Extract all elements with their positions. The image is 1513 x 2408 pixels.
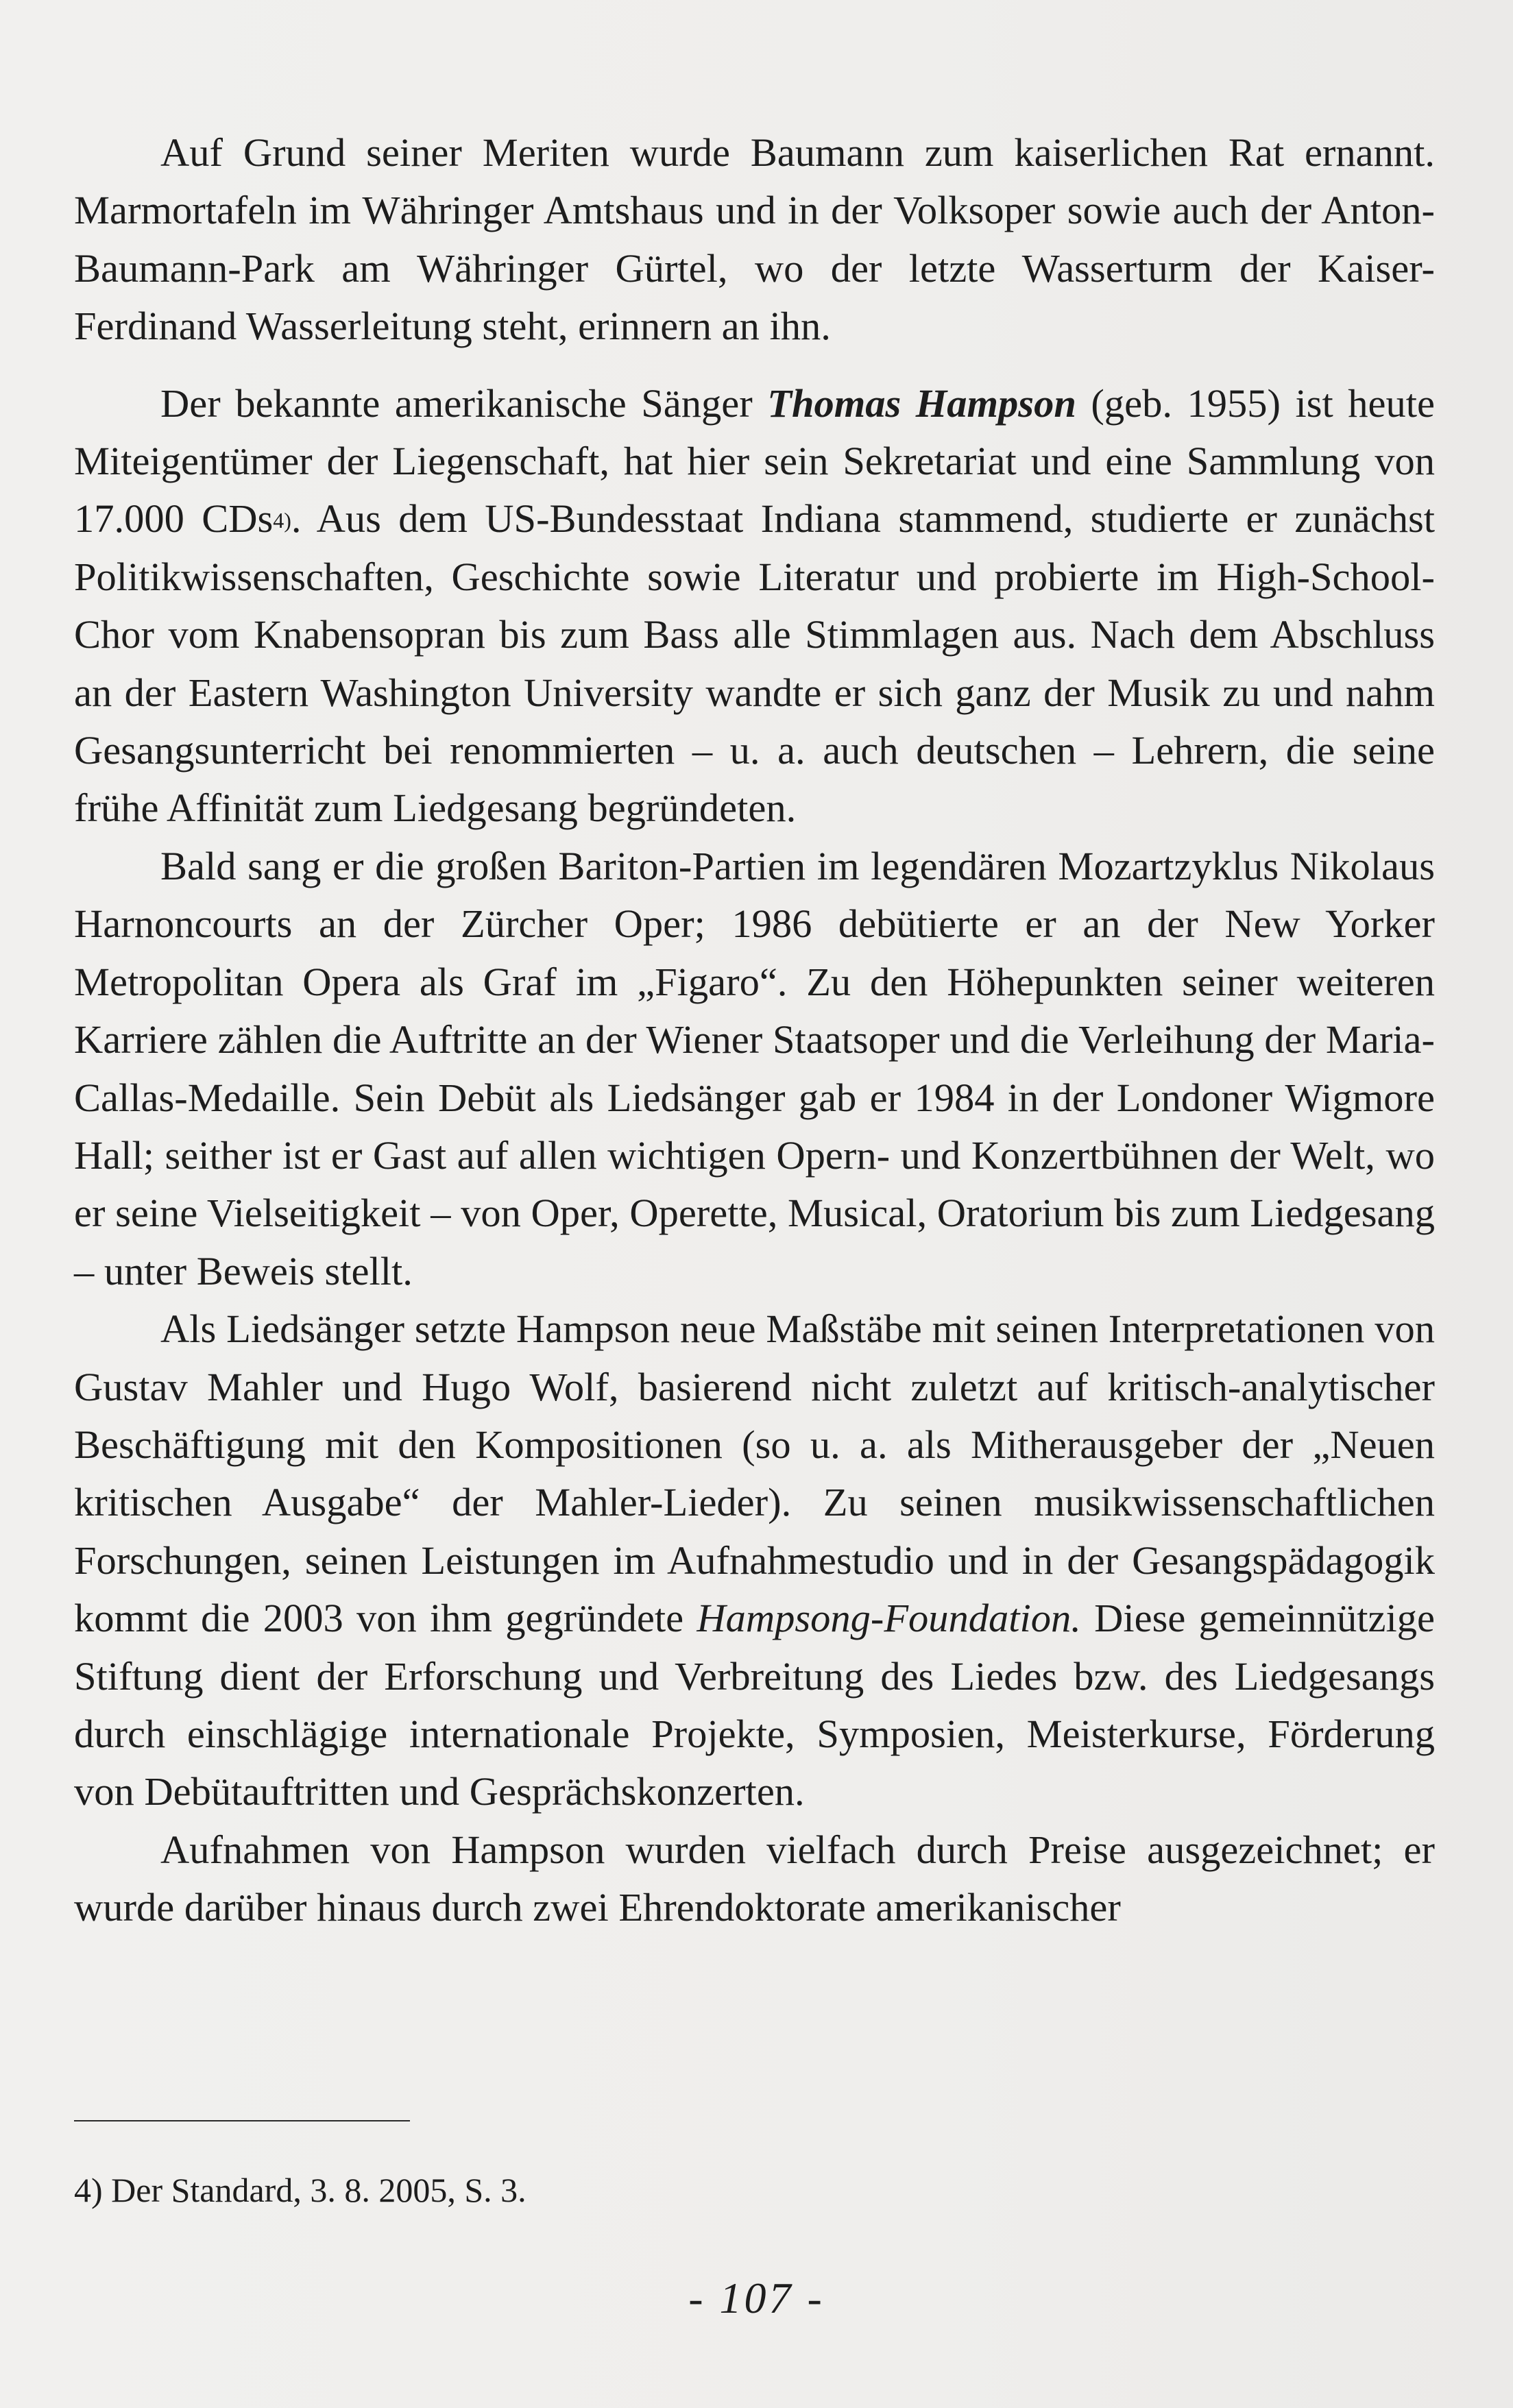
paragraph-career-text: Bald sang er die großen Bariton-Partien im legendären Mozartzyklus Nikolaus Harnoncourts an der Zürcher Oper; 1986 debütierte er an der New Yorker Metropolitan Opera als Graf im „Figaro“. Zu den Höhepunkten seiner weiteren Karriere zählen die Auftritte an der Wiener Staatsoper und die Verleihung der Maria-Callas-Medaille. Sein Debüt als Liedsänger gab er 1984 in der Londoner Wigmore Hall; seither ist er Gast auf allen wichtigen Opern- und Konzertbühnen der Welt, wo er seine Vielseitigkeit – von Oper, Operette, Musical, Oratorium bis zum Liedgesang – unter Beweis stellt. — [74, 843, 1435, 1293]
paragraph-baumann — [74, 124, 1435, 356]
paragraph-baumann-text: Auf Grund seiner Meriten wurde Baumann zum kaiserlichen Rat ernannt. Marmortafeln im Währinger Amtshaus und in der Volksoper sowie auch der Anton-Baumann-Park am Währinger Gürtel, wo der letzte Wasserturm der Kaiser-Ferdinand Wasserleitung steht, erinnern an ihn. — [74, 130, 1435, 349]
paragraph-hampson-intro-lead: Der bekannte amerikanische Sänger — [160, 380, 768, 426]
footnote-divider — [74, 2120, 410, 2121]
paragraph-hampson-intro-mid: (geb. 1955) ist heute Miteigentümer der Liegenschaft, hat hier sein Sekretariat und eine Sammlung von 17.000 CDs — [74, 380, 1435, 542]
paragraph-awards-text: Aufnahmen von Hampson wurden vielfach durch Preise ausgezeichnet; er wurde darüber hinaus durch zwei Ehrendoktorate amerikanischer — [74, 1827, 1435, 1930]
page-number: - 107 - — [688, 2274, 825, 2322]
body-text — [74, 124, 1435, 1937]
paragraph-career — [74, 838, 1435, 1300]
paragraph-liedsaenger-rest: Diese gemeinnützige Stiftung dient der Erforschung und Verbreitung des Liedes bzw. des Liedgesangs durch einschlägige internationale Projekte, Symposien, Meisterkurse, Förderung von Debütauftritten und Gesprächskonzerten. — [74, 1596, 1435, 1814]
paragraph-hampson-intro-rest: . Aus dem US-Bundesstaat Indiana stammend, studierte er zunächst Politikwissenschaften, Geschichte sowie Literatur und probierte im High-School-Chor vom Knabensopran bis zum Bass alle Stimmlagen aus. Nach dem Abschluss an der Eastern Washington University wandte er sich ganz der Musik zu und nahm Gesangsunterricht bei renommierten – u. a. auch deutschen – Lehrern, die seine frühe Affinität zum Liedgesang begründeten. — [74, 496, 1435, 831]
foundation-name: Hampsong-Foundation. — [697, 1596, 1081, 1641]
footnote: 4) Der Standard, 3. 8. 2005, S. 3. — [74, 2171, 526, 2209]
paragraph-liedsaenger — [74, 1300, 1435, 1821]
paragraph-hampson-intro — [74, 375, 1435, 838]
singer-name: Thomas Hampson — [767, 380, 1076, 426]
paragraph-liedsaenger-lead: Als Liedsänger setzte Hampson neue Maßstäbe mit seinen Interpretationen von Gustav Mahler und Hugo Wolf, basierend nicht zuletzt auf kritisch-analytischer Beschäftigung mit den Kompositionen (so u. a. als Mitherausgeber der „Neuen kritischen Ausgabe“ der Mahler-Lieder). Zu seinen musikwissenschaftlichen Forschungen, seinen Leistungen im Aufnahmestudio und in der Gesangspädagogik kommt die 2003 von ihm gegründete — [74, 1306, 1435, 1641]
footnote-reference: 4) — [273, 508, 291, 533]
paragraph-awards — [74, 1821, 1435, 1937]
